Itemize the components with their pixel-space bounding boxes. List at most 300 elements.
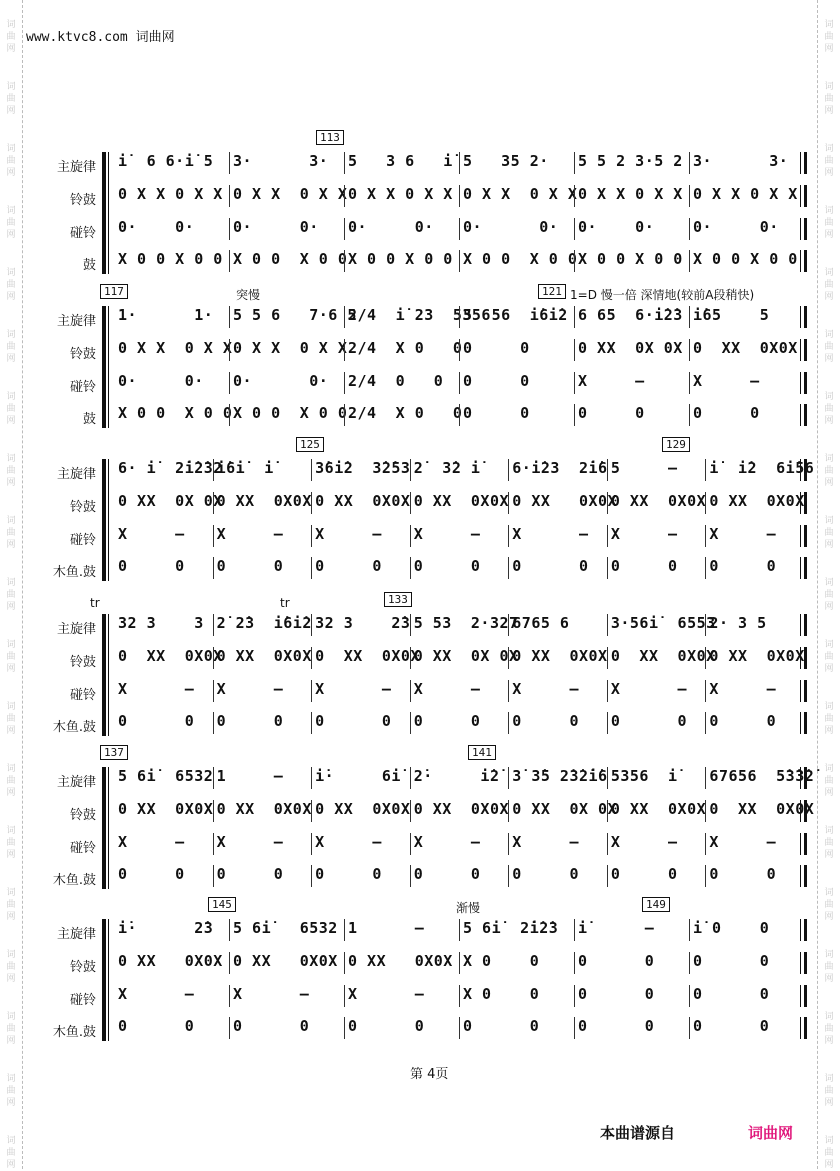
- measure: 0 XX 0X0X: [709, 492, 805, 510]
- instrument-row: [114, 404, 804, 428]
- system-line: [108, 459, 109, 581]
- instrument-row: [114, 557, 804, 581]
- measure: X –: [512, 833, 579, 851]
- measure: X –: [233, 985, 310, 1003]
- measure: X –: [610, 525, 678, 543]
- bar-line: [229, 372, 230, 394]
- instrument-row: [114, 218, 804, 242]
- tempo-annotation: 1=D 慢一倍 深情地(较前A段稍快): [570, 288, 755, 302]
- watermark-char: 词: [6, 950, 16, 960]
- measure: 0 0: [610, 557, 678, 575]
- watermark-char: 曲: [824, 776, 834, 786]
- watermark-char: 曲: [824, 528, 834, 538]
- measure: X –: [118, 525, 185, 543]
- measure: X –: [315, 833, 382, 851]
- bar-line: [607, 800, 608, 822]
- bar-line: [689, 952, 690, 974]
- instrument-label: 主旋律: [56, 467, 96, 482]
- watermark-char: 网: [6, 44, 16, 54]
- measure: 5 –: [610, 459, 678, 477]
- watermark-char: 曲: [6, 528, 16, 538]
- system-line: [108, 306, 109, 428]
- watermark-char: 曲: [6, 900, 16, 910]
- instrument-row: [114, 985, 804, 1009]
- watermark-char: 网: [824, 168, 834, 178]
- bar-line: [459, 218, 460, 240]
- measure-number: 125: [296, 437, 324, 452]
- score-system: [44, 130, 798, 280]
- bar-line: [508, 680, 509, 702]
- measure: 0 XX 0X 0X: [413, 647, 519, 665]
- bar-line: [459, 985, 460, 1007]
- watermark-char: 曲: [824, 218, 834, 228]
- bar-line: [410, 680, 411, 702]
- watermark-char: 网: [6, 354, 16, 364]
- measure: X –: [118, 985, 195, 1003]
- measure: 0· 0·: [118, 372, 204, 390]
- watermark-char: 词: [824, 578, 834, 588]
- instrument-label: 铃鼓: [69, 500, 96, 515]
- measure: X –: [610, 833, 678, 851]
- measure: i̇65 5: [693, 306, 770, 324]
- end-bar-line: [800, 952, 807, 974]
- measure-number: 145: [208, 897, 236, 912]
- measure: 0 X X 0 X X: [348, 185, 453, 203]
- bar-line: [311, 680, 312, 702]
- site-url: www.ktvc8.com 词曲网: [26, 30, 175, 45]
- measure: 0 X X 0 X X: [118, 185, 223, 203]
- measure: 0 XX 0X0X: [216, 492, 312, 510]
- bar-line: [574, 985, 575, 1007]
- bar-line: [344, 250, 345, 272]
- measure: 5 6i̇ 6532: [118, 767, 214, 785]
- bar-line: [459, 372, 460, 394]
- watermark-char: 曲: [6, 838, 16, 848]
- bar-line: [459, 152, 460, 174]
- measure: X 0 0 X 0 0: [233, 404, 348, 422]
- source-label: 本曲谱源自: [600, 1124, 676, 1142]
- bar-line: [344, 372, 345, 394]
- bar-line: [213, 647, 214, 669]
- watermark-char: 曲: [6, 962, 16, 972]
- watermark-char: 词: [6, 1012, 16, 1022]
- watermark-char: 词: [824, 1136, 834, 1146]
- bar-line: [229, 339, 230, 361]
- bar-line: [410, 767, 411, 789]
- watermark-char: 词: [824, 826, 834, 836]
- bar-line: [508, 459, 509, 481]
- instrument-label: 碰铃: [69, 533, 96, 548]
- source-brand: 词曲网: [748, 1124, 794, 1142]
- measure: 0 0: [610, 712, 688, 730]
- end-bar-line: [800, 680, 807, 702]
- measure: 5 35 2·: [463, 152, 549, 170]
- bar-line: [213, 865, 214, 887]
- bar-line: [410, 557, 411, 579]
- measure: 0 0: [512, 865, 579, 883]
- measure: 0 0: [709, 712, 777, 730]
- watermark-char: 网: [824, 850, 834, 860]
- watermark-char: 网: [6, 230, 16, 240]
- watermark-char: 词: [6, 82, 16, 92]
- watermark-char: 曲: [6, 776, 16, 786]
- bar-line: [508, 800, 509, 822]
- watermark-char: 词: [824, 888, 834, 898]
- instrument-label: 碰铃: [69, 226, 96, 241]
- measure: 0 0: [413, 557, 481, 575]
- watermark-char: 网: [824, 106, 834, 116]
- bar-line: [459, 404, 460, 426]
- bar-line: [213, 557, 214, 579]
- watermark-char: 词: [824, 392, 834, 402]
- watermark-char: 曲: [824, 900, 834, 910]
- watermark-char: 词: [824, 1074, 834, 1084]
- measure-number: 121: [538, 284, 566, 299]
- watermark-char: 词: [6, 144, 16, 154]
- watermark-char: 词: [824, 640, 834, 650]
- watermark-char: 曲: [6, 590, 16, 600]
- watermark-char: 曲: [6, 652, 16, 662]
- instrument-label: 木鱼.鼓: [52, 1025, 96, 1040]
- measure: 0 X X 0 X X: [233, 185, 348, 203]
- bar-line: [508, 614, 509, 636]
- bar-line: [213, 833, 214, 855]
- measure: 6·i̇23 2̇i̇6: [512, 459, 608, 477]
- measure: i̇ 6 6·i̇ 5: [118, 152, 214, 170]
- watermark-char: 网: [6, 478, 16, 488]
- measure: 0 XX 0X0X: [216, 800, 312, 818]
- measure: 0 0: [610, 865, 678, 883]
- bar-line: [574, 339, 575, 361]
- measure: 0 0: [578, 952, 655, 970]
- tempo-annotation: 渐慢: [456, 901, 481, 915]
- bar-line: [344, 1017, 345, 1039]
- bar-line: [705, 800, 706, 822]
- measure: 0 0: [709, 557, 777, 575]
- measure: 2/4 i̇ 23 5356: [348, 306, 491, 324]
- bar-line: [508, 767, 509, 789]
- watermark-char: 网: [6, 602, 16, 612]
- bar-line: [508, 647, 509, 669]
- watermark-char: 网: [824, 974, 834, 984]
- bar-line: [689, 985, 690, 1007]
- bar-line: [689, 306, 690, 328]
- bar-line: [607, 525, 608, 547]
- measure: 0 0: [315, 712, 392, 730]
- bar-line: [689, 1017, 690, 1039]
- system-line: [108, 919, 109, 1041]
- watermark-char: 曲: [824, 590, 834, 600]
- watermark-char: 曲: [824, 1024, 834, 1034]
- bar-line: [689, 404, 690, 426]
- watermark-char: 网: [824, 416, 834, 426]
- bar-line: [574, 218, 575, 240]
- end-bar-line: [800, 339, 807, 361]
- score-system: [44, 592, 805, 742]
- measure: 0 0: [118, 712, 195, 730]
- watermark-char: 词: [6, 826, 16, 836]
- measure: X –: [709, 833, 777, 851]
- end-bar-line: [800, 647, 807, 669]
- bar-line: [213, 492, 214, 514]
- watermark-char: 词: [824, 268, 834, 278]
- bar-line: [311, 492, 312, 514]
- bar-line: [344, 985, 345, 1007]
- instrument-label: 主旋律: [56, 775, 96, 790]
- bar-line: [607, 647, 608, 669]
- bar-line: [311, 865, 312, 887]
- measure: X 0 0 X 0 0: [118, 250, 223, 268]
- end-bar-line: [800, 767, 807, 789]
- end-bar-line: [800, 185, 807, 207]
- bar-line: [410, 459, 411, 481]
- tempo-annotation: 突慢: [236, 288, 261, 302]
- instrument-label: 木鱼.鼓: [52, 565, 96, 580]
- watermark-char: 网: [6, 726, 16, 736]
- end-bar-line: [800, 833, 807, 855]
- watermark-char: 网: [824, 478, 834, 488]
- bar-line: [344, 952, 345, 974]
- bar-line: [689, 339, 690, 361]
- bar-line: [410, 865, 411, 887]
- measure: 0 X X 0 X X: [118, 339, 233, 357]
- bar-line: [311, 614, 312, 636]
- watermark-char: 曲: [824, 1086, 834, 1096]
- instrument-label: 鼓: [82, 258, 96, 273]
- bar-line: [410, 800, 411, 822]
- watermark-char: 词: [824, 454, 834, 464]
- bar-line: [311, 647, 312, 669]
- instrument-label: 主旋律: [56, 314, 96, 329]
- measure: 0· 0·: [233, 218, 319, 236]
- bar-line: [689, 152, 690, 174]
- measure: X –: [709, 680, 777, 698]
- measure: 2̇ 3̇2 i̇: [413, 459, 481, 477]
- end-bar-line: [800, 459, 807, 481]
- watermark-char: 词: [824, 702, 834, 712]
- bar-line: [459, 185, 460, 207]
- instrument-row: [114, 647, 804, 671]
- bar-line: [410, 647, 411, 669]
- measure: 5 6i̇ 6532: [233, 919, 338, 937]
- watermark-char: 网: [6, 1036, 16, 1046]
- measure: X –: [216, 833, 284, 851]
- measure-number: 137: [100, 745, 128, 760]
- watermark-char: 网: [824, 726, 834, 736]
- instrument-row: [114, 800, 815, 824]
- instrument-label: 铃鼓: [69, 347, 96, 362]
- watermark-char: 词: [6, 392, 16, 402]
- watermark-char: 曲: [824, 404, 834, 414]
- measure: 3·56i̇ 6553: [610, 614, 716, 632]
- measure: 0 0: [413, 712, 481, 730]
- bar-line: [410, 492, 411, 514]
- measure: 0 XX 0X0X: [693, 339, 798, 357]
- measure: 6· i̇ 2̇i̇2̇32: [118, 459, 223, 477]
- watermark-char: 曲: [6, 280, 16, 290]
- measure: 0 0: [463, 404, 530, 422]
- instrument-label: 鼓: [82, 412, 96, 427]
- bar-line: [459, 919, 460, 941]
- measure: 32 3 2̇3: [315, 614, 411, 632]
- measure: X –: [348, 985, 425, 1003]
- watermark-char: 曲: [6, 1024, 16, 1034]
- bar-line: [311, 833, 312, 855]
- measure: 5 3 6 i̇: [348, 152, 453, 170]
- watermark-char: 网: [6, 912, 16, 922]
- bar-line: [705, 865, 706, 887]
- instrument-row: [114, 185, 804, 209]
- watermark-char: 曲: [6, 342, 16, 352]
- bar-line: [344, 919, 345, 941]
- end-bar-line: [800, 492, 807, 514]
- measure: 0 XX 0X0X: [315, 800, 411, 818]
- measure: 0 X X 0 X X: [233, 339, 348, 357]
- bar-line: [229, 1017, 230, 1039]
- watermark-char: 网: [6, 416, 16, 426]
- watermark-char: 词: [6, 516, 16, 526]
- watermark-char: 曲: [824, 838, 834, 848]
- bar-line: [705, 459, 706, 481]
- measure: 0 XX 0X0X: [610, 647, 716, 665]
- instrument-row: [114, 680, 804, 704]
- bar-line: [213, 614, 214, 636]
- bar-line: [607, 833, 608, 855]
- watermark-char: 网: [824, 912, 834, 922]
- instrument-label: 主旋律: [56, 622, 96, 637]
- watermark-char: 词: [6, 640, 16, 650]
- measure: X 0 0 X 0 0: [348, 250, 453, 268]
- watermark-char: 词: [824, 144, 834, 154]
- instrument-label: 铃鼓: [69, 960, 96, 975]
- watermark-char: 曲: [6, 94, 16, 104]
- measure: 2/4 X 0 0: [348, 339, 463, 357]
- measure: 0 XX 0X0X: [610, 492, 707, 510]
- measure: 0 0: [118, 1017, 195, 1035]
- instrument-row: [114, 833, 804, 857]
- bar-line: [705, 712, 706, 734]
- end-bar-line: [800, 800, 807, 822]
- measure: 0 0: [413, 865, 481, 883]
- score-system: [44, 745, 815, 895]
- measure-number: 149: [642, 897, 670, 912]
- end-bar-line: [800, 557, 807, 579]
- instrument-row: [114, 1017, 804, 1041]
- instrument-row: [114, 372, 804, 396]
- score-system: [44, 437, 815, 587]
- watermark-char: 曲: [824, 32, 834, 42]
- watermark-char: 词: [6, 764, 16, 774]
- instrument-label: 铃鼓: [69, 193, 96, 208]
- system-line: [108, 767, 109, 889]
- watermark-char: 网: [824, 540, 834, 550]
- measure: X –: [512, 680, 579, 698]
- measure: 5 6i̇ 2̇i̇2̇3: [463, 919, 559, 937]
- bar-line: [607, 459, 608, 481]
- bar-line: [410, 833, 411, 855]
- measure-number: 133: [384, 592, 412, 607]
- watermark-char: 曲: [824, 1148, 834, 1158]
- measure: X –: [413, 525, 481, 543]
- end-bar-line: [800, 306, 807, 328]
- bar-line: [508, 492, 509, 514]
- measure: 32 3 3: [118, 614, 204, 632]
- bar-line: [459, 1017, 460, 1039]
- end-bar-line: [800, 372, 807, 394]
- measure: 0 0: [118, 557, 185, 575]
- measure: X –: [512, 525, 589, 543]
- bar-line: [508, 865, 509, 887]
- instrument-label: 木鱼.鼓: [52, 873, 96, 888]
- bar-line: [459, 339, 460, 361]
- watermark-char: 曲: [824, 962, 834, 972]
- watermark-char: 曲: [824, 714, 834, 724]
- watermark-char: 词: [6, 888, 16, 898]
- watermark-char: 词: [824, 764, 834, 774]
- bar-line: [508, 557, 509, 579]
- measure: 3· 3·: [233, 152, 329, 170]
- measure: 0· 0·: [118, 218, 195, 236]
- bar-line: [607, 680, 608, 702]
- watermark-char: 曲: [824, 156, 834, 166]
- end-bar-line: [800, 919, 807, 941]
- measure: 0 0: [463, 372, 530, 390]
- bar-line: [607, 614, 608, 636]
- measure: i̇· 6i̇: [315, 767, 401, 785]
- watermark-char: 曲: [6, 156, 16, 166]
- watermark-char: 词: [6, 330, 16, 340]
- measure: 67656 5̇3̇3̇2̇: [709, 767, 815, 785]
- bar-line: [689, 185, 690, 207]
- instrument-row: [114, 767, 815, 791]
- measure-number: 117: [100, 284, 128, 299]
- measure: 0 0: [315, 557, 382, 575]
- measure: 2/4 0 0: [348, 372, 444, 390]
- bar-line: [607, 557, 608, 579]
- end-bar-line: [800, 404, 807, 426]
- measure: X –: [578, 372, 645, 390]
- measure: 0 X X 0 X X: [463, 185, 578, 203]
- watermark-char: 网: [824, 602, 834, 612]
- watermark-char: 网: [6, 168, 16, 178]
- measure: 0 0: [118, 865, 185, 883]
- bar-line: [508, 833, 509, 855]
- watermark-char: 曲: [6, 32, 16, 42]
- watermark-char: 网: [6, 106, 16, 116]
- measure-number: 129: [662, 437, 690, 452]
- measure: 0 XX 0X 0X: [118, 492, 223, 510]
- bar-line: [344, 404, 345, 426]
- measure: 0 XX 0X0X: [512, 492, 618, 510]
- measure: 0· 0·: [463, 218, 559, 236]
- measure: 0 X X 0 X X: [578, 185, 683, 203]
- instrument-row: [114, 492, 804, 516]
- measure: X –: [118, 680, 195, 698]
- instrument-label: 铃鼓: [69, 655, 96, 670]
- bar-line: [705, 647, 706, 669]
- measure: 0 0: [233, 1017, 310, 1035]
- watermark-char: 词: [824, 330, 834, 340]
- measure: i̇ i̇2 6i̇56: [709, 459, 815, 477]
- measure: X 0 0: [463, 985, 540, 1003]
- bar-line: [607, 767, 608, 789]
- watermark-char: 词: [824, 206, 834, 216]
- bar-line: [508, 712, 509, 734]
- end-bar-line: [800, 250, 807, 272]
- watermark-char: 词: [6, 702, 16, 712]
- measure: 6 65 6·i̇2̇3: [578, 306, 683, 324]
- measure: 0 0: [512, 557, 589, 575]
